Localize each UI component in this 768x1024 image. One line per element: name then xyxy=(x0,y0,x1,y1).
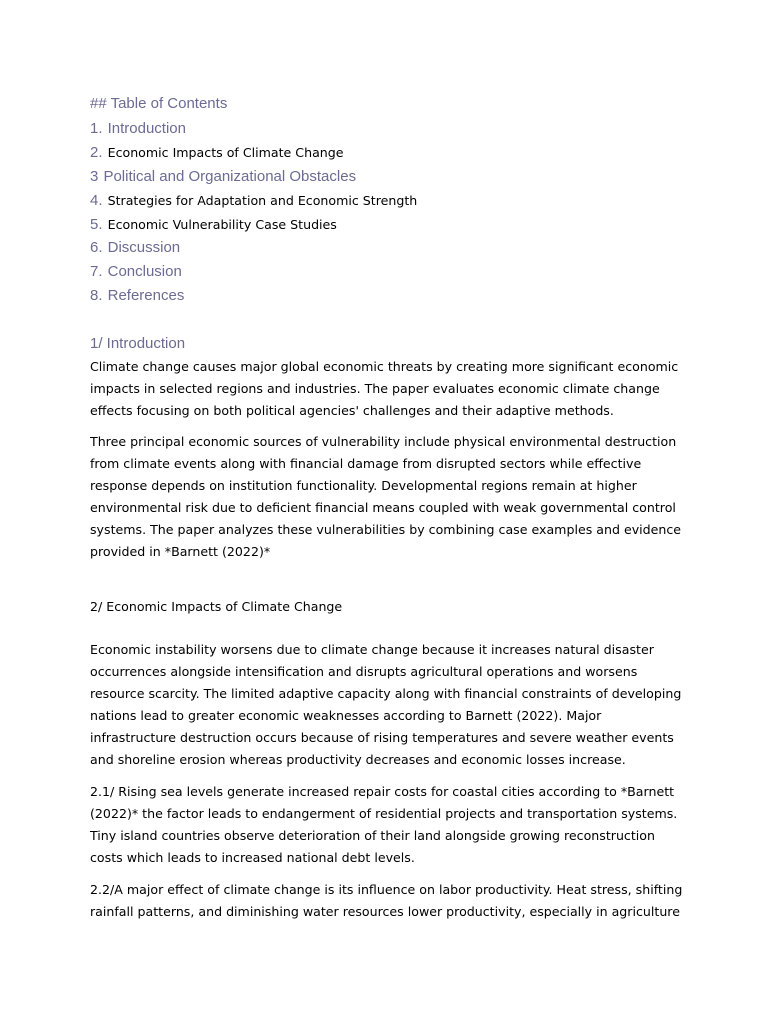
toc-item-number: 2. xyxy=(90,143,103,161)
section-2-2-paragraph: 2.2/A major effect of climate change is its influence on labor productivity. Heat stress, shifting rainfall patterns, and diminishing water resources lower productivity, especially in agriculture xyxy=(90,882,683,919)
toc-item-number: 5. xyxy=(90,215,103,233)
toc-item-references xyxy=(90,284,417,308)
section-2-paragraph-1: Economic instability worsens due to climate change because it increases natural disaster occurrences alongside intensification and disrupts agricultural operations and worsens resource scarcity. The limited adaptive capacity along with financial constraints of developing nations lead to greater economic weaknesses according to Barnett (2022). Major infrastructure destruction occurs because of rising temperatures and severe weather events and shoreline erosion whereas productivity decreases and economic losses increase. xyxy=(90,642,682,767)
toc-item-label: Strategies for Adaptation and Economic Strength xyxy=(107,192,418,208)
toc-item-discussion xyxy=(90,236,417,260)
toc-item-number: 4. xyxy=(90,191,103,209)
toc-item-label: References xyxy=(107,287,185,305)
toc-item-number: 7. xyxy=(90,263,103,281)
toc-item-economic-impacts xyxy=(90,141,417,165)
toc-item-case-studies xyxy=(90,213,417,237)
toc-item-label: Conclusion xyxy=(107,263,182,281)
table-of-contents xyxy=(90,117,417,308)
toc-item-label: Introduction xyxy=(107,120,186,137)
toc-heading: ## Table of Contents xyxy=(90,95,228,112)
section-1-paragraph-2: Three principal economic sources of vulnerability include physical environmental destruction from climate events along with financial damage from disrupted sectors while effective response depends on institution functionality. Developmental regions remain at higher environmental risk due to deficient financial means coupled with weak governmental control systems. The paper analyzes these vulnerabilities by combining case examples and evidence provided in *Barnett (2022)* xyxy=(90,434,682,559)
toc-item-political-obstacles xyxy=(90,165,417,189)
toc-item-label: Political and Organizational Obstacles xyxy=(103,167,357,185)
section-2-1-paragraph: 2.1/ Rising sea levels generate increased repair costs for coastal cities according to *Barnett (2022)* the factor leads to endangerment of residential projects and transportation systems. Tiny island countries observe deterioration of their land alongside growing reconstruction costs which leads to increased national debt levels. xyxy=(90,784,678,865)
toc-item-label: Economic Impacts of Climate Change xyxy=(107,144,344,160)
toc-item-number: 1. xyxy=(90,120,103,137)
toc-item-label: Discussion xyxy=(107,239,181,257)
toc-item-strategies xyxy=(90,189,417,213)
section-1-paragraph-1: Climate change causes major global economic threats by creating more significant economic impacts in selected regions and industries. The paper evaluates economic climate change effects focusing on both political agencies' challenges and their adaptive methods. xyxy=(90,359,679,418)
section-1-heading: 1/ Introduction xyxy=(90,335,186,352)
toc-item-number: 3 xyxy=(90,167,99,185)
toc-item-conclusion xyxy=(90,260,417,284)
toc-item-label: Economic Vulnerability Case Studies xyxy=(107,216,337,232)
toc-item-number: 8. xyxy=(90,287,103,305)
toc-item-number: 6. xyxy=(90,239,103,257)
toc-item-introduction xyxy=(90,117,417,141)
section-2-heading: 2/ Economic Impacts of Climate Change xyxy=(90,599,343,614)
